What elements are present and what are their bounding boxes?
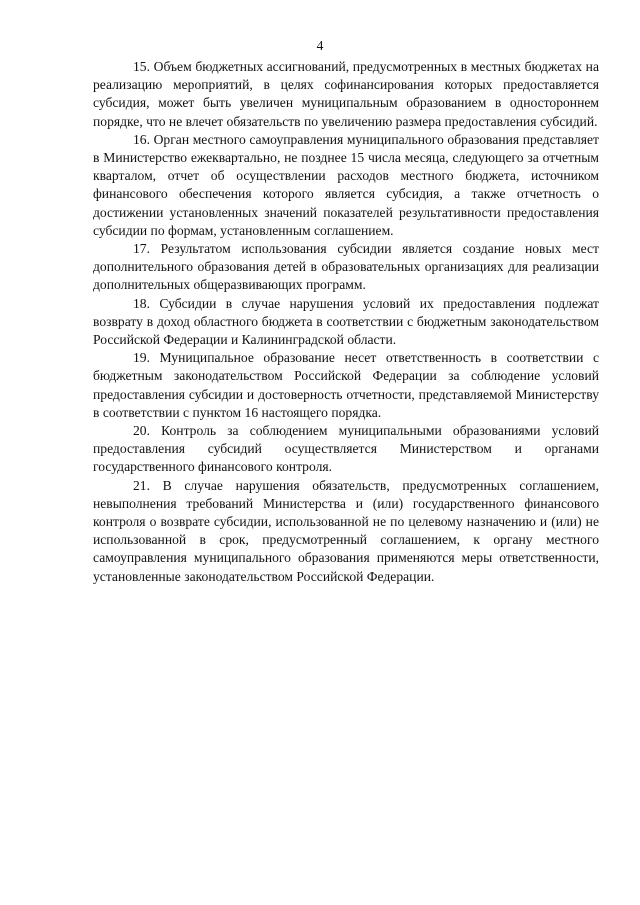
paragraph-18: 18. Субсидии в случае нарушения условий их предоставления подлежат возврату в доход областного бюджета в соответствии с бюджетным законодательством Российской Федерации и Калининградской области. [93, 295, 599, 348]
paragraph-15: 15. Объем бюджетных ассигнований, предусмотренных в местных бюджетах на реализацию мероприятий, в целях софинансирования которых предоставляется субсидия, может быть увеличен муниципальным образованием в одностороннем порядке, что не влечет обязательств по увеличению размера предоставления субсидий. [93, 59, 599, 129]
paragraph-17: 17. Результатом использования субсидии является создание новых мест дополнительного образования детей в образовательных организациях для реализации дополнительных общеразвивающих программ. [93, 241, 599, 293]
document-body [93, 58, 599, 586]
paragraph-20: 20. Контроль за соблюдением муниципальными образованиями условий предоставления субсидий осуществляется Министерством и органами государственного финансового контроля. [93, 423, 599, 475]
paragraph-16: 16. Орган местного самоуправления муниципального образования представляет в Министерство ежеквартально, не позднее 15 числа месяца, следующего за отчетным кварталом, отчет об осуществлении расходов местного бюджета, источником финансового обеспечения которого является субсидия, а также отчетность о достижении установленных значений показателей результативности предоставления субсидии по формам, установленным соглашением. [93, 131, 599, 238]
page-number: 4 [316, 38, 324, 53]
paragraph-19: 19. Муниципальное образование несет ответственность в соответствии с бюджетным законодательством Российской Федерации за соблюдение условий предоставления субсидии и достоверность отчетности, представляемой Министерству в соответствии с пунктом 16 настоящего порядка. [93, 350, 599, 420]
paragraph-21: 21. В случае нарушения обязательств, предусмотренных соглашением, невыполнения требований Министерства и (или) государственного финансового контроля о возврате субсидии, использованной не по целевому назначению и (или) не использованной в срок, предусмотренный соглашением, к органу местного самоуправления муниципального образования применяются меры ответственности, установленные законодательством Российской Федерации. [93, 477, 599, 584]
